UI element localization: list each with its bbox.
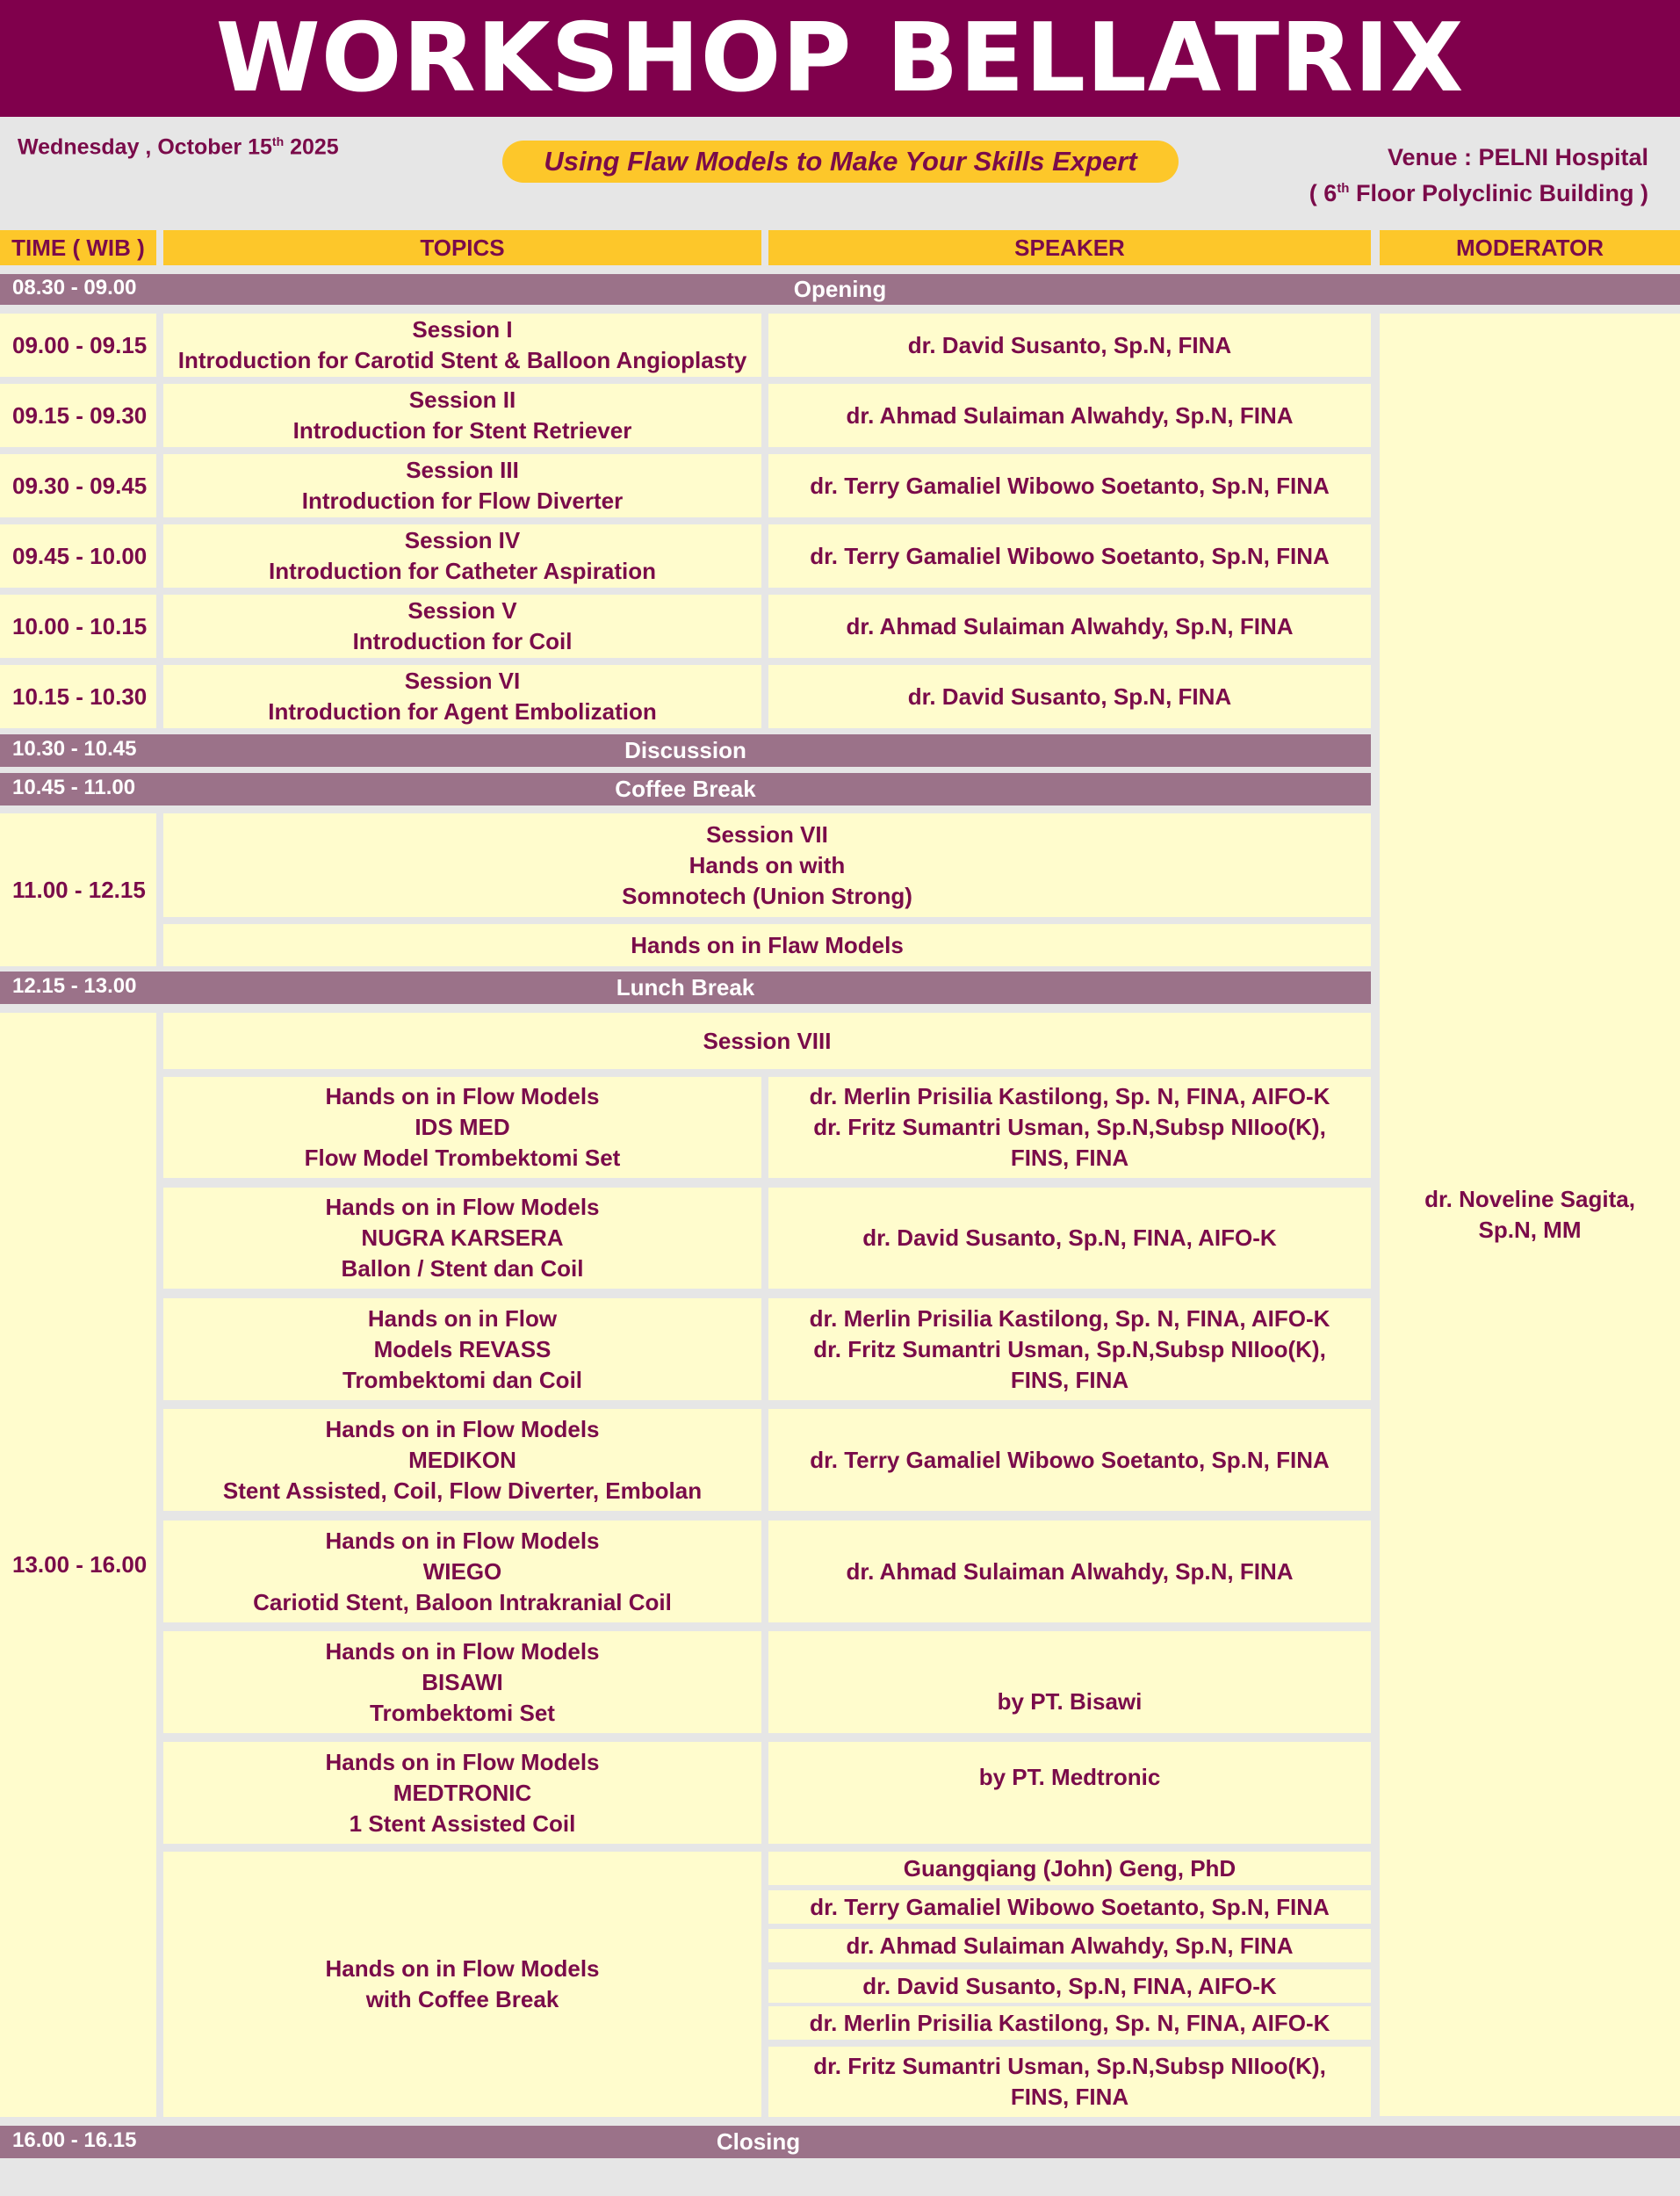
session8-time: 13.00 - 16.00	[0, 1013, 156, 2117]
moderator-cell: dr. Noveline Sagita, Sp.N, MM	[1380, 314, 1680, 2116]
session-topic: Session V Introduction for Coil	[163, 595, 761, 658]
handson-topic: Hands on in Flow Models MEDIKON Stent Assisted, Coil, Flow Diverter, Embolan	[163, 1409, 761, 1511]
session-speaker: dr. David Susanto, Sp.N, FINA	[768, 314, 1371, 377]
handson-final-topic: Hands on in Flow Models with Coffee Break	[163, 1852, 761, 2117]
final-speaker: dr. David Susanto, Sp.N, FINA, AIFO-K	[768, 1969, 1371, 2003]
session-time: 09.15 - 09.30	[0, 384, 156, 447]
column-header-time: TIME ( WIB )	[0, 230, 156, 265]
session-topic: Session VI Introduction for Agent Embolization	[163, 665, 761, 728]
session-topic: Session IV Introduction for Catheter Aspiration	[163, 524, 761, 588]
handson-topic: Hands on in Flow Models BISAWI Trombektomi Set	[163, 1631, 761, 1733]
session-time: 09.00 - 09.15	[0, 314, 156, 377]
session-speaker: dr. David Susanto, Sp.N, FINA	[768, 665, 1371, 728]
session-time: 09.30 - 09.45	[0, 454, 156, 517]
final-speaker: dr. Ahmad Sulaiman Alwahdy, Sp.N, FINA	[768, 1929, 1371, 1962]
lunch-break-band: Lunch Break	[0, 972, 1371, 1004]
event-info	[0, 117, 1680, 224]
closing-time: 16.00 - 16.15	[12, 2128, 137, 2152]
discussion-band: Discussion	[0, 734, 1371, 767]
column-header-topics: TOPICS	[163, 230, 761, 265]
final-speaker: dr. Fritz Sumantri Usman, Sp.N,Subsp NIIoo(K), FINS, FINA	[768, 2047, 1371, 2117]
session7-handson: Hands on in Flaw Models	[163, 924, 1371, 966]
event-venue: Venue : PELNI Hospital ( 6th Floor Polyclinic Building )	[1309, 144, 1648, 206]
session8-title: Session VIII	[163, 1013, 1371, 1069]
handson-topic: Hands on in Flow Models NUGRA KARSERA Ballon / Stent dan Coil	[163, 1188, 761, 1289]
session-speaker: dr. Ahmad Sulaiman Alwahdy, Sp.N, FINA	[768, 595, 1371, 658]
closing-band: Closing	[0, 2126, 1680, 2158]
coffee-break-band: Coffee Break	[0, 773, 1371, 805]
lunch-break-time: 12.15 - 13.00	[12, 974, 137, 998]
handson-topic: Hands on in Flow Models REVASS Trombektomi dan Coil	[163, 1298, 761, 1400]
handson-speaker: dr. Merlin Prisilia Kastilong, Sp. N, FINA, AIFO-K dr. Fritz Sumantri Usman, Sp.N,Subsp NIIoo(K), FINS, FINA	[768, 1298, 1371, 1400]
event-date: Wednesday , October 15th 2025	[18, 134, 339, 160]
session7-time: 11.00 - 12.15	[0, 813, 156, 966]
handson-topic: Hands on in Flow Models WIEGO Cariotid Stent, Baloon Intrakranial Coil	[163, 1521, 761, 1622]
final-speaker: dr. Terry Gamaliel Wibowo Soetanto, Sp.N, FINA	[768, 1890, 1371, 1924]
handson-speaker: dr. Ahmad Sulaiman Alwahdy, Sp.N, FINA	[768, 1521, 1371, 1622]
session-speaker: dr. Terry Gamaliel Wibowo Soetanto, Sp.N, FINA	[768, 524, 1371, 588]
session-speaker: dr. Terry Gamaliel Wibowo Soetanto, Sp.N, FINA	[768, 454, 1371, 517]
discussion-time: 10.30 - 10.45	[12, 737, 137, 761]
session-topic: Session III Introduction for Flow Diverter	[163, 454, 761, 517]
column-header-speaker: SPEAKER	[768, 230, 1371, 265]
session-topic: Session II Introduction for Stent Retriever	[163, 384, 761, 447]
column-header-moderator: MODERATOR	[1380, 230, 1680, 265]
opening-time: 08.30 - 09.00	[12, 276, 137, 300]
session-time: 09.45 - 10.00	[0, 524, 156, 588]
coffee-break-time: 10.45 - 11.00	[12, 776, 136, 799]
opening-band: Opening	[0, 274, 1680, 305]
handson-speaker: dr. Merlin Prisilia Kastilong, Sp. N, FINA, AIFO-K dr. Fritz Sumantri Usman, Sp.N,Subsp NIIoo(K), FINS, FINA	[768, 1077, 1371, 1178]
session-time: 10.15 - 10.30	[0, 665, 156, 728]
handson-speaker: by PT. Bisawi	[768, 1631, 1371, 1733]
handson-topic: Hands on in Flow Models MEDTRONIC 1 Stent Assisted Coil	[163, 1742, 761, 1844]
final-speaker: Guangqiang (John) Geng, PhD	[768, 1852, 1371, 1885]
handson-speaker: dr. David Susanto, Sp.N, FINA, AIFO-K	[768, 1188, 1371, 1289]
handson-speaker: by PT. Medtronic	[768, 1742, 1371, 1844]
handson-topic: Hands on in Flow Models IDS MED Flow Model Trombektomi Set	[163, 1077, 761, 1178]
page-title: WORKSHOP BELLATRIX	[0, 0, 1680, 117]
session7-topic: Session VII Hands on with Somnotech (Union Strong)	[163, 813, 1371, 917]
session-speaker: dr. Ahmad Sulaiman Alwahdy, Sp.N, FINA	[768, 384, 1371, 447]
session-time: 10.00 - 10.15	[0, 595, 156, 658]
session-topic: Session I Introduction for Carotid Stent & Balloon Angioplasty	[163, 314, 761, 377]
final-speaker: dr. Merlin Prisilia Kastilong, Sp. N, FINA, AIFO-K	[768, 2006, 1371, 2040]
handson-speaker: dr. Terry Gamaliel Wibowo Soetanto, Sp.N, FINA	[768, 1409, 1371, 1511]
event-theme: Using Flaw Models to Make Your Skills Expert	[502, 141, 1179, 183]
